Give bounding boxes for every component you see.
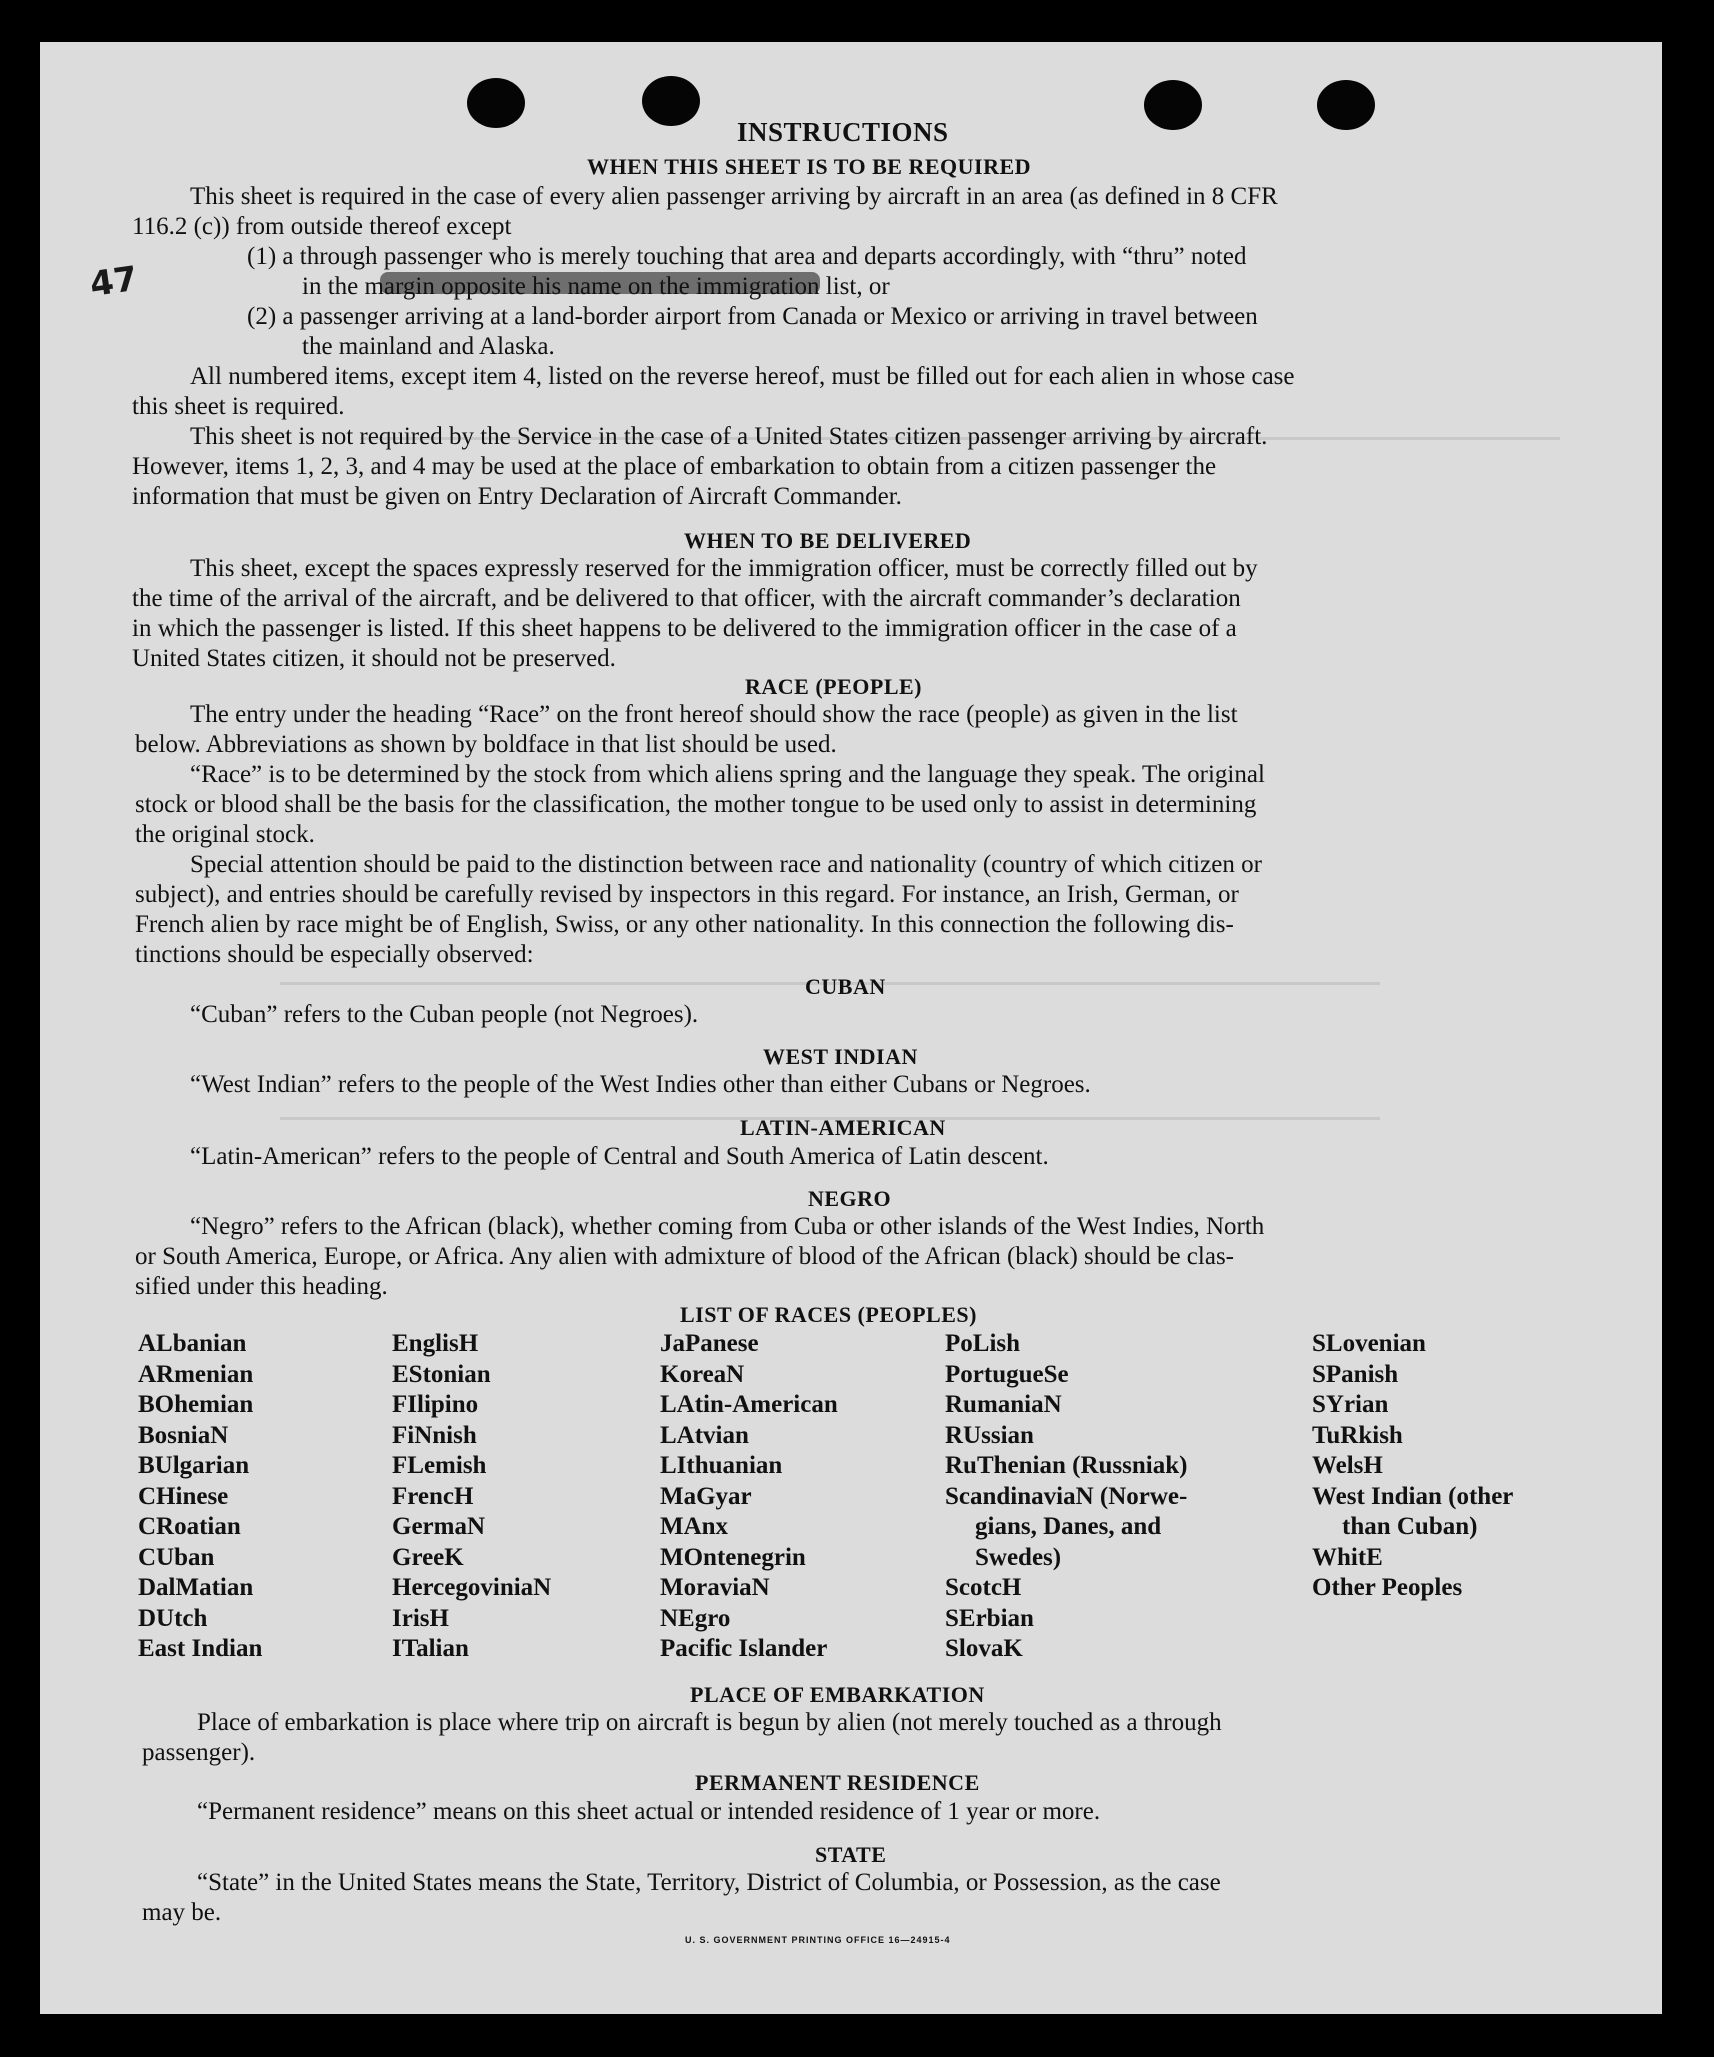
race-item: MoraviaN	[660, 1574, 770, 1601]
race-item: FIlipino	[392, 1391, 479, 1418]
paragraph-line: All numbered items, except item 4, listed on the reverse hereof, must be filled out for each alien in whose case	[190, 363, 1295, 390]
paragraph-line: information that must be given on Entry Declaration of Aircraft Commander.	[132, 483, 902, 510]
race-item: SlovaK	[945, 1635, 1023, 1662]
paragraph-line: the mainland and Alaska.	[302, 333, 555, 360]
race-item: DUtch	[138, 1604, 208, 1632]
paragraph-line: 116.2 (c)) from outside thereof except	[132, 213, 512, 240]
paragraph-line: the time of the arrival of the aircraft, and be delivered to that officer, with the aircraft commander’s declaration	[132, 585, 1241, 612]
paragraph-line: (1) a through passenger who is merely touching that area and departs accordingly, with “thru” noted	[247, 243, 1247, 270]
race-item: JaPanese	[660, 1330, 759, 1357]
race-item: SLovenian	[1312, 1330, 1426, 1357]
race-item: CUban	[138, 1543, 215, 1571]
paragraph-line: “Race” is to be determined by the stock from which aliens spring and the language they speak. The original	[190, 761, 1265, 788]
race-list-column	[392, 1329, 551, 1665]
section-heading: LIST OF RACES (PEOPLES)	[680, 1302, 977, 1327]
document-page	[40, 42, 1662, 2014]
race-item: ARmenian	[138, 1360, 254, 1388]
race-item: MAnx	[660, 1513, 729, 1540]
paragraph-line: “Permanent residence” means on this sheet actual or intended residence of 1 year or more.	[197, 1798, 1101, 1825]
race-item: West Indian (other	[1312, 1482, 1514, 1510]
section-heading: WEST INDIAN	[763, 1044, 918, 1069]
race-item: LIthuanian	[660, 1452, 783, 1479]
race-item: LAtvian	[660, 1421, 749, 1449]
section-heading: LATIN-AMERICAN	[740, 1115, 946, 1140]
paragraph-line: this sheet is required.	[132, 393, 345, 420]
punch-hole	[1144, 80, 1202, 130]
race-item: ALbanian	[138, 1330, 247, 1357]
race-item: ITalian	[392, 1635, 469, 1662]
race-item: MaGyar	[660, 1482, 752, 1510]
paragraph-line: sified under this heading.	[135, 1273, 388, 1300]
punch-hole	[1317, 80, 1375, 130]
printing-office-imprint: U. S. GOVERNMENT PRINTING OFFICE 16—24915-4	[685, 1935, 951, 1945]
race-item: SErbian	[945, 1604, 1034, 1632]
section-heading: RACE (PEOPLE)	[745, 674, 922, 699]
section-heading: WHEN TO BE DELIVERED	[684, 528, 972, 553]
paragraph-line: tinctions should be especially observed:	[135, 941, 534, 968]
race-item: CHinese	[138, 1482, 229, 1510]
paragraph-line: Place of embarkation is place where trip on aircraft is begun by alien (not merely touched as a through	[197, 1709, 1222, 1736]
paragraph-line: “Cuban” refers to the Cuban people (not Negroes).	[190, 1001, 699, 1028]
paragraph-line: Special attention should be paid to the distinction between race and nationality (country of which citizen or	[190, 851, 1262, 878]
paragraph-line: (2) a passenger arriving at a land-border airport from Canada or Mexico or arriving in travel between	[247, 303, 1258, 330]
paragraph-line: This sheet, except the spaces expressly reserved for the immigration officer, must be correctly filled out by	[190, 555, 1258, 582]
paragraph-line: “Negro” refers to the African (black), whether coming from Cuba or other islands of the West Indies, North	[190, 1213, 1265, 1240]
section-heading: NEGRO	[808, 1186, 892, 1211]
section-heading: STATE	[815, 1842, 887, 1867]
race-item: FrencH	[392, 1482, 474, 1510]
race-item: GermaN	[392, 1513, 486, 1540]
race-list-column	[945, 1329, 1187, 1665]
paragraph-line: stock or blood shall be the basis for the classification, the mother tongue to be used only to assist in determining	[135, 791, 1257, 818]
race-item: PoLish	[945, 1330, 1021, 1357]
race-item: RUssian	[945, 1421, 1034, 1449]
race-item: EStonian	[392, 1360, 491, 1388]
race-item: LAtin-American	[660, 1391, 838, 1418]
section-heading: PERMANENT RESIDENCE	[695, 1770, 980, 1795]
race-item: than Cuban)	[1342, 1513, 1478, 1540]
race-item: WelsH	[1312, 1452, 1383, 1479]
paragraph-line: However, items 1, 2, 3, and 4 may be used at the place of embarkation to obtain from a citizen passenger the	[132, 453, 1217, 480]
handwritten-margin-mark: 47	[87, 258, 140, 306]
race-item: TuRkish	[1312, 1421, 1403, 1449]
race-item: ScandinaviaN (Norwe-	[945, 1482, 1188, 1510]
race-item: FLemish	[392, 1452, 487, 1479]
race-item: NEgro	[660, 1604, 731, 1632]
race-item: WhitE	[1312, 1543, 1383, 1571]
race-item: RuThenian (Russniak)	[945, 1452, 1188, 1479]
race-item: EnglisH	[392, 1330, 479, 1357]
race-item: BosniaN	[138, 1421, 229, 1449]
race-item: FiNnish	[392, 1421, 477, 1449]
paragraph-line: or South America, Europe, or Africa. Any alien with admixture of blood of the African (black) should be clas-	[135, 1243, 1234, 1270]
paragraph-line: “State” in the United States means the State, Territory, District of Columbia, or Possession, as the case	[197, 1869, 1221, 1896]
paragraph-line: the original stock.	[135, 821, 315, 848]
paragraph-line: “West Indian” refers to the people of the West Indies other than either Cubans or Negroes.	[190, 1071, 1091, 1098]
paragraph-line: The entry under the heading “Race” on the front hereof should show the race (people) as given in the list	[190, 701, 1238, 728]
race-item: PortugueSe	[945, 1360, 1069, 1388]
race-item: GreeK	[392, 1543, 464, 1571]
race-item: MOntenegrin	[660, 1543, 806, 1571]
section-heading: PLACE OF EMBARKATION	[690, 1682, 985, 1707]
paragraph-line: “Latin-American” refers to the people of Central and South America of Latin descent.	[190, 1143, 1049, 1170]
race-item: RumaniaN	[945, 1391, 1062, 1418]
race-item: Other Peoples	[1312, 1574, 1463, 1601]
race-item: Pacific Islander	[660, 1635, 828, 1662]
race-item: HercegoviniaN	[392, 1574, 552, 1601]
paragraph-line: United States citizen, it should not be preserved.	[132, 645, 616, 672]
race-item: IrisH	[392, 1604, 449, 1632]
race-item: East Indian	[138, 1635, 263, 1662]
race-list-column	[660, 1329, 838, 1665]
paragraph-line: in which the passenger is listed. If this sheet happens to be delivered to the immigration officer in the case of a	[132, 615, 1237, 642]
race-item: BOhemian	[138, 1391, 254, 1418]
race-item: gians, Danes, and	[975, 1513, 1162, 1540]
paragraph-line: This sheet is not required by the Service in the case of a United States citizen passenger arriving by aircraft.	[190, 423, 1268, 450]
race-item: CRoatian	[138, 1513, 241, 1540]
race-list-column	[138, 1329, 262, 1665]
punch-hole	[467, 78, 525, 128]
section-heading: CUBAN	[805, 974, 886, 999]
race-list-column	[1312, 1329, 1513, 1604]
paragraph-line: below. Abbreviations as shown by boldface in that list should be used.	[135, 731, 837, 758]
paragraph-line: subject), and entries should be carefully revised by inspectors in this regard. For instance, an Irish, German, or	[135, 881, 1239, 908]
paragraph-line: passenger).	[142, 1739, 256, 1766]
section-heading: WHEN THIS SHEET IS TO BE REQUIRED	[587, 154, 1032, 179]
race-item: ScotcH	[945, 1574, 1022, 1601]
punch-hole	[642, 76, 700, 126]
race-item: Swedes)	[975, 1543, 1062, 1571]
race-item: SYrian	[1312, 1391, 1389, 1418]
race-item: DalMatian	[138, 1574, 254, 1601]
paragraph-line: This sheet is required in the case of every alien passenger arriving by aircraft in an area (as defined in 8 CFR	[190, 183, 1278, 210]
page-title: INSTRUCTIONS	[737, 117, 949, 147]
paragraph-line: in the margin opposite his name on the immigration list, or	[302, 273, 890, 300]
paragraph-line: French alien by race might be of English, Swiss, or any other nationality. In this connection the following dis-	[135, 911, 1234, 938]
race-item: SPanish	[1312, 1360, 1399, 1388]
race-item: BUlgarian	[138, 1452, 250, 1479]
race-item: KoreaN	[660, 1360, 745, 1388]
paragraph-line: may be.	[142, 1899, 222, 1926]
